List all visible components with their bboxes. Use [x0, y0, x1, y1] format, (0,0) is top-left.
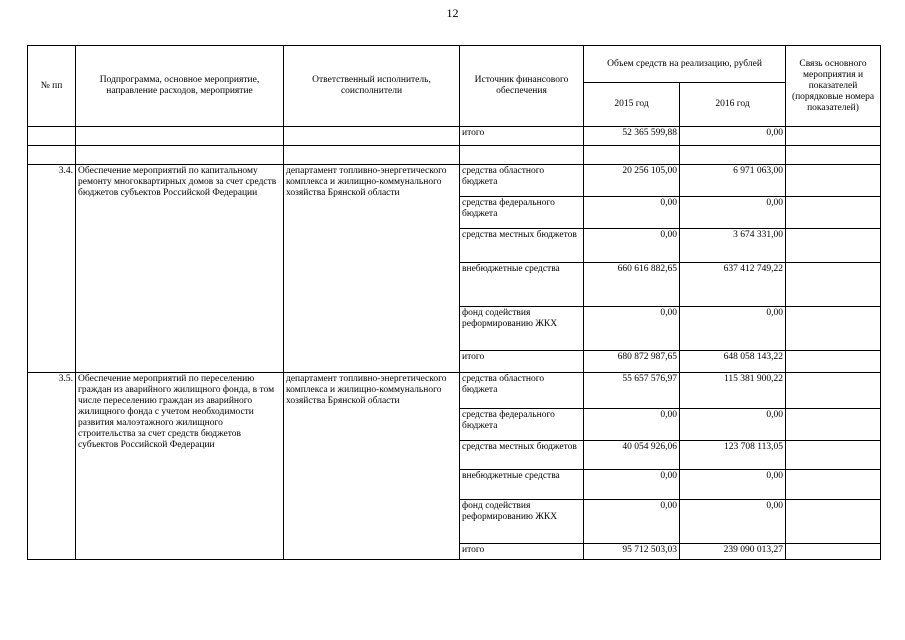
header-responsible: Ответственный исполнитель, соисполнители	[284, 46, 460, 127]
source-cell: средства местных бюджетов	[460, 229, 584, 263]
value-2016: 115 381 900,22	[680, 373, 786, 409]
total-label: итого	[460, 544, 584, 560]
value-2015: 55 657 576,97	[584, 373, 680, 409]
value-2016: 0,00	[680, 500, 786, 544]
header-source: Источник финансового обеспечения	[460, 46, 584, 127]
budget-table	[27, 45, 881, 560]
source-cell: средства областного бюджета	[460, 373, 584, 409]
page-number: 12	[446, 6, 459, 20]
header-2015: 2015 год	[584, 83, 680, 127]
value-2015: 0,00	[584, 197, 680, 229]
table-row	[28, 165, 881, 197]
section-title: Обеспечение мероприятий по переселению граждан из аварийного жилищного фонда, в том числе переселению граждан из аварийного жилищного фонда с учетом необходимости развития малоэтажного жилищного строительства за счет средств бюджетов субъектов Российской Федерации	[76, 373, 284, 560]
source-cell: средства федерального бюджета	[460, 197, 584, 229]
source-cell: внебюджетные средства	[460, 263, 584, 307]
total-2016: 239 090 013,27	[680, 544, 786, 560]
total-2016: 648 058 143,22	[680, 351, 786, 373]
value-2015: 0,00	[584, 470, 680, 500]
value-2016: 0,00	[680, 470, 786, 500]
value-2015: 0,00	[584, 229, 680, 263]
header-link: Связь основного мероприятия и показателей (порядковые номера показателей)	[786, 46, 881, 127]
value-2016: 123 708 113,05	[680, 441, 786, 470]
source-cell: фонд содействия реформированию ЖКХ	[460, 307, 584, 351]
table-row	[28, 127, 881, 146]
table-row	[28, 146, 881, 165]
value-2015: 0,00	[584, 307, 680, 351]
value-2015: 20 256 105,00	[584, 165, 680, 197]
header-program: Подпрограмма, основное мероприятие, направление расходов, мероприятие	[76, 46, 284, 127]
total-label: итого	[460, 351, 584, 373]
value-2016: 637 412 749,22	[680, 263, 786, 307]
value-2015: 0,00	[584, 409, 680, 441]
value-2015: 0,00	[584, 500, 680, 544]
value-2016: 0,00	[680, 409, 786, 441]
value-2016: 6 971 063,00	[680, 165, 786, 197]
source-cell: средства федерального бюджета	[460, 409, 584, 441]
source-cell: средства областного бюджета	[460, 165, 584, 197]
section-title: Обеспечение мероприятий по капитальному ремонту многоквартирных домов за счет средств бюджетов субъектов Российской Федерации	[76, 165, 284, 373]
header-volume: Объем средств на реализацию, рублей	[584, 46, 786, 83]
source-cell: средства местных бюджетов	[460, 441, 584, 470]
source-cell: внебюджетные средства	[460, 470, 584, 500]
total-2015: 680 872 987,65	[584, 351, 680, 373]
section-responsible: департамент топливно-энергетического комплекса и жилищно-коммунального хозяйства Брянской области	[284, 165, 460, 373]
value-2016: 3 674 331,00	[680, 229, 786, 263]
value-2015: 660 616 882,65	[584, 263, 680, 307]
value-2015: 40 054 926,06	[584, 441, 680, 470]
table-row	[28, 373, 881, 409]
total-label: итого	[460, 127, 584, 146]
header-2016: 2016 год	[680, 83, 786, 127]
value-2016: 0,00	[680, 197, 786, 229]
section-number: 3.5.	[28, 373, 76, 560]
header-number: № пп	[28, 46, 76, 127]
source-cell: фонд содействия реформированию ЖКХ	[460, 500, 584, 544]
section-number: 3.4.	[28, 165, 76, 373]
value-2016: 0,00	[680, 307, 786, 351]
section-responsible: департамент топливно-энергетического комплекса и жилищно-коммунального хозяйства Брянской области	[284, 373, 460, 560]
total-2015: 95 712 503,03	[584, 544, 680, 560]
total-2015: 52 365 599,88	[584, 127, 680, 146]
total-2016: 0,00	[680, 127, 786, 146]
